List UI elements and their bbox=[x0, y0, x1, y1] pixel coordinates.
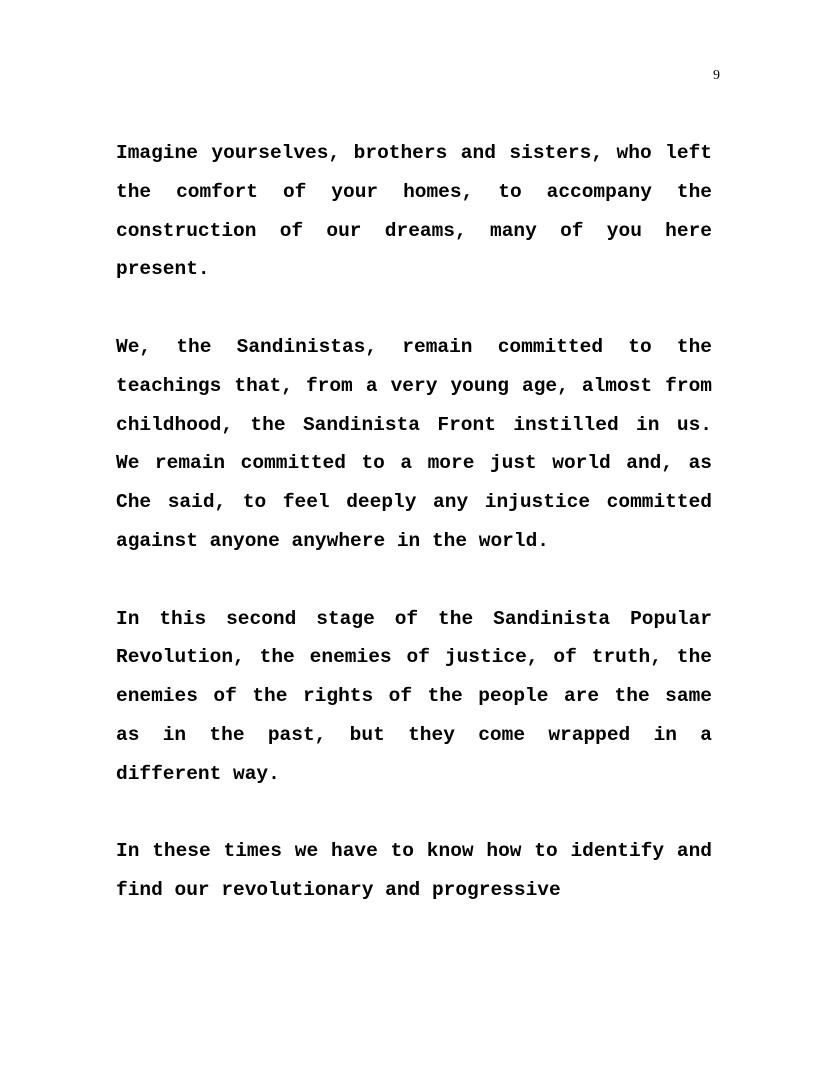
page-number: 9 bbox=[713, 68, 720, 83]
document-body bbox=[116, 134, 712, 910]
paragraph-4: In these times we have to know how to identify and find our revolutionary and progressive bbox=[116, 840, 712, 902]
paragraph-1: Imagine yourselves, brothers and sisters, who left the comfort of your homes, to accompany the construction of our dreams, many of you here present. bbox=[116, 142, 712, 281]
paragraph-3: In this second stage of the Sandinista Popular Revolution, the enemies of justice, of truth, the enemies of the rights of the people are the same as in the past, but they come wrapped in a different way. bbox=[116, 607, 712, 785]
paragraph-2: We, the Sandinistas, remain committed to the teachings that, from a very young age, almost from childhood, the Sandinista Front instilled in us. We remain committed to a more just world and, as Che said, to feel deeply any injustice committed against anyone anywhere in the world. bbox=[116, 335, 712, 552]
